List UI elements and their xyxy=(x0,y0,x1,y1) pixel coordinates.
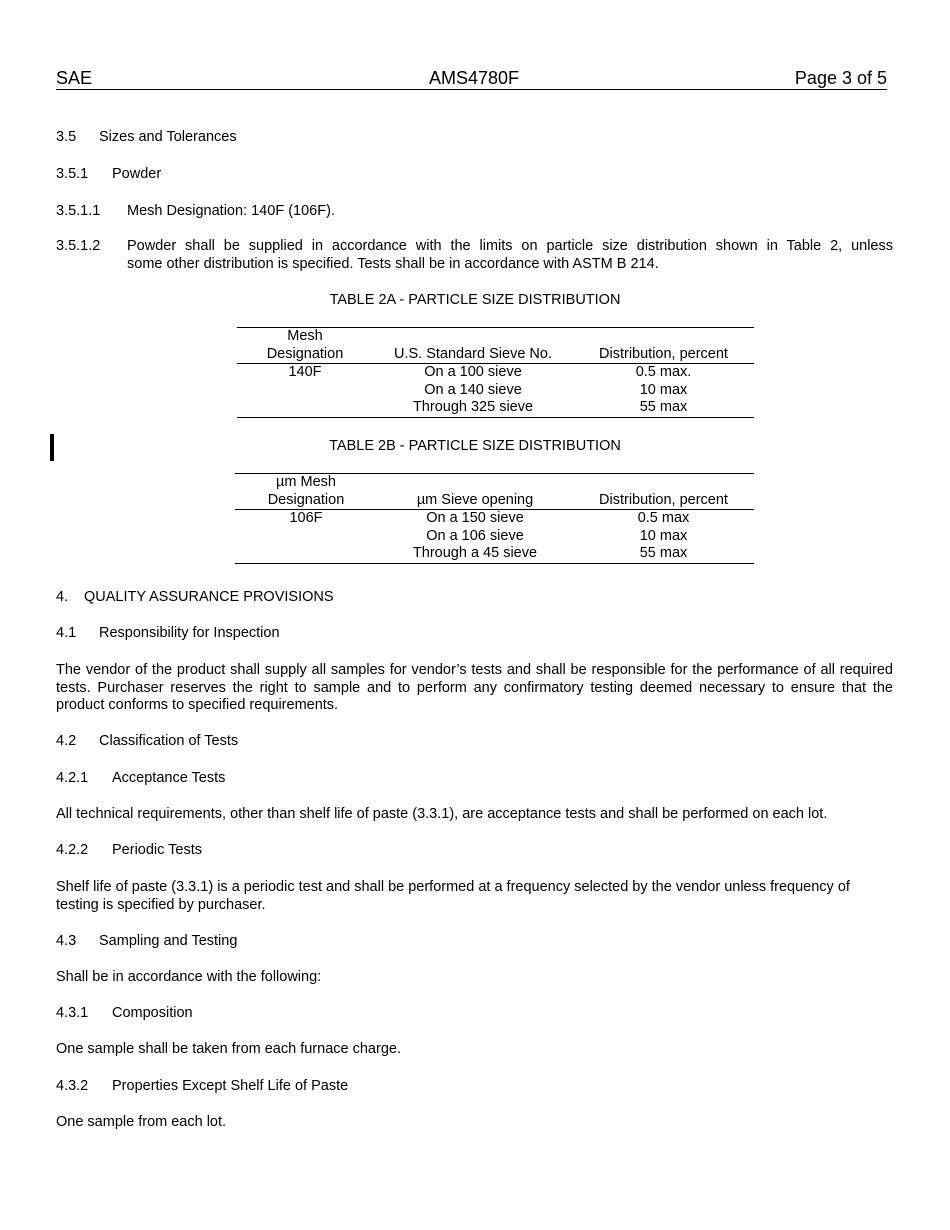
cell-mesh: 140F xyxy=(288,364,322,380)
section-3-5-1-2-line-1: Powder shall be supplied in accordance with the limits on particle size distribution shown in Table 2, unless xyxy=(127,238,893,254)
section-number: 4.3 xyxy=(56,933,77,949)
section-4-3-body: Shall be in accordance with the following: xyxy=(56,969,322,985)
section-4-2-2-heading xyxy=(56,842,202,859)
cell-mesh xyxy=(237,399,373,417)
section-title: Properties Except Shelf Life of Paste xyxy=(112,1078,349,1094)
table-2a xyxy=(237,327,754,418)
section-number: 3.5.1.1 xyxy=(56,203,101,219)
section-3-5-1-1 xyxy=(56,203,335,220)
table-header-row xyxy=(237,328,754,364)
cell-distribution: 0.5 max xyxy=(637,510,690,526)
section-number: 4. xyxy=(56,589,69,605)
section-number: 4.3.2 xyxy=(56,1078,89,1094)
cell-distribution: 10 max xyxy=(639,527,688,544)
header-page-number: Page 3 of 5 xyxy=(794,68,887,88)
page-header xyxy=(56,68,887,90)
table-2a-caption: TABLE 2A - PARTICLE SIZE DISTRIBUTION xyxy=(329,292,621,308)
section-4-2-2-body: Shelf life of paste (3.3.1) is a periodic test and shall be performed at a frequency selected by the vendor unless frequency of testing is specified by purchaser. xyxy=(56,879,850,913)
section-4-1-body: The vendor of the product shall supply all samples for vendor’s tests and shall be responsible for the performance of all required tests. Purchaser reserves the right to sample and to perform any confirmatory testing deemed necessary to ensure that the product conforms to specified requirements. xyxy=(56,662,893,713)
section-title: Sizes and Tolerances xyxy=(99,129,237,145)
cell-distribution: 0.5 max. xyxy=(635,364,692,380)
section-4-3-2-body: One sample from each lot. xyxy=(56,1114,227,1130)
section-number: 4.3.1 xyxy=(56,1005,89,1021)
cell-mesh: 106F xyxy=(289,510,323,526)
section-number: 4.2 xyxy=(56,733,77,749)
section-4-3-heading xyxy=(56,933,237,950)
cell-sieve: On a 150 sieve xyxy=(426,510,524,526)
section-4-1-heading xyxy=(56,625,280,642)
section-4-2-heading xyxy=(56,733,238,750)
section-number: 4.2.1 xyxy=(56,770,89,786)
table-row xyxy=(235,528,754,546)
section-title: QUALITY ASSURANCE PROVISIONS xyxy=(84,589,334,605)
cell-sieve: Through a 45 sieve xyxy=(377,545,573,563)
table-row xyxy=(235,510,754,528)
section-title: Composition xyxy=(112,1005,193,1021)
cell-distribution: 55 max xyxy=(573,399,754,417)
section-title: Acceptance Tests xyxy=(112,770,226,786)
section-4-3-1-heading xyxy=(56,1005,193,1022)
table-row xyxy=(237,399,754,417)
cell-distribution: 55 max xyxy=(573,545,754,563)
section-title: Responsibility for Inspection xyxy=(99,625,280,641)
cell-sieve: On a 100 sieve xyxy=(424,364,522,380)
section-number-3-5-1-2: 3.5.1.2 xyxy=(56,238,101,254)
cell-distribution: 10 max xyxy=(639,381,688,398)
section-4-2-1-body: All technical requirements, other than shelf life of paste (3.3.1), are acceptance tests and shall be performed on each lot. xyxy=(56,806,828,822)
header-mesh-designation: Mesh Designation xyxy=(237,328,373,364)
section-3-5-1-2-line-2: some other distribution is specified. Tests shall be in accordance with ASTM B 214. xyxy=(127,256,659,272)
section-title: Classification of Tests xyxy=(99,733,239,749)
cell-sieve: On a 106 sieve xyxy=(426,527,524,544)
header-doc-number: AMS4780F xyxy=(429,68,520,88)
section-title: Powder xyxy=(112,166,162,182)
table-2b-caption: TABLE 2B - PARTICLE SIZE DISTRIBUTION xyxy=(329,438,621,454)
section-4-3-2-heading xyxy=(56,1078,348,1095)
cell-sieve: Through 325 sieve xyxy=(373,399,573,417)
table-row xyxy=(237,364,754,382)
section-4-heading xyxy=(56,589,334,606)
header-sieve: µm Sieve opening xyxy=(377,474,573,510)
header-distribution: Distribution, percent xyxy=(573,474,754,510)
section-4-3-1-body: One sample shall be taken from each furnace charge. xyxy=(56,1041,401,1057)
section-number: 3.5 xyxy=(56,129,77,145)
section-3-5-1-heading xyxy=(56,166,161,183)
cell-sieve: On a 140 sieve xyxy=(424,381,522,398)
cell-mesh xyxy=(235,545,377,563)
section-3-5-heading xyxy=(56,129,237,146)
cell-mesh xyxy=(237,382,373,400)
cell-mesh xyxy=(235,528,377,546)
section-4-2-1-heading xyxy=(56,770,225,787)
table-row xyxy=(235,545,754,563)
table-header-row xyxy=(235,474,754,510)
section-title: Periodic Tests xyxy=(112,842,202,858)
section-number: 4.2.2 xyxy=(56,842,89,858)
header-mesh-designation: µm Mesh Designation xyxy=(235,474,377,510)
section-title: Sampling and Testing xyxy=(99,933,238,949)
section-text: Mesh Designation: 140F (106F). xyxy=(127,203,335,219)
header-sieve: U.S. Standard Sieve No. xyxy=(373,328,573,364)
header-distribution: Distribution, percent xyxy=(573,328,754,364)
section-number: 3.5.1 xyxy=(56,166,89,182)
header-org: SAE xyxy=(56,68,93,88)
table-row xyxy=(237,382,754,400)
table-2b xyxy=(235,473,754,564)
section-number: 4.1 xyxy=(56,625,77,641)
